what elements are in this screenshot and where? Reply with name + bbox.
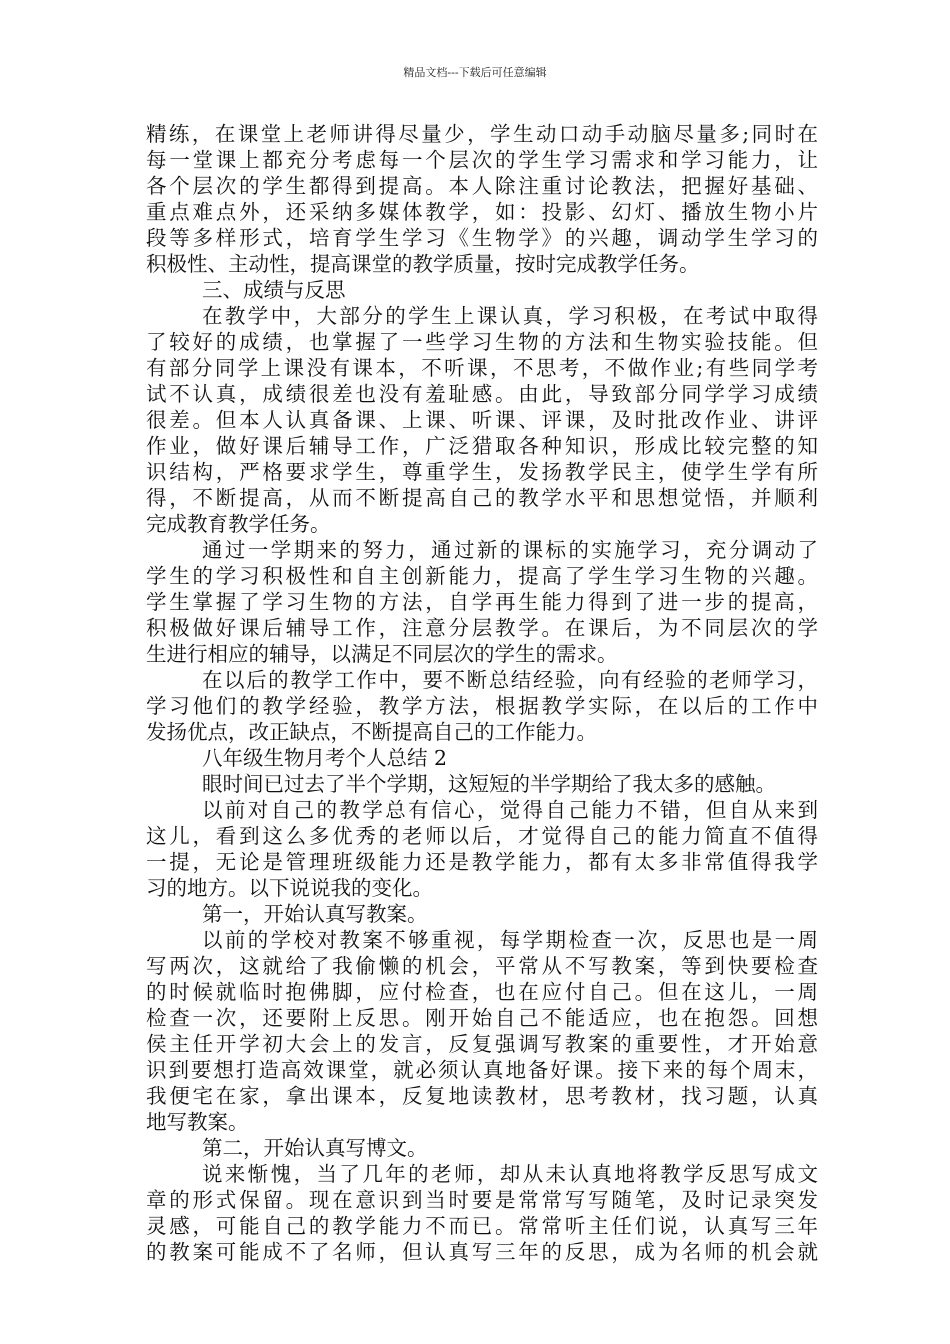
text-line: 一提，无论是管理班级能力还是教学能力，都有太多非常值得我学	[146, 850, 818, 874]
text-line: 这儿，看到这么多优秀的老师以后，才觉得自己的能力简直不值得	[146, 824, 818, 848]
text-line: 段等多样形式，培育学生学习《生物学》的兴趣，调动学生学习的	[146, 226, 818, 250]
text-line: 有部分同学上课没有课本，不听课，不思考，不做作业;有些同学考	[146, 356, 818, 380]
text-line: 八年级生物月考个人总结 2	[202, 746, 448, 770]
text-line: 精练，在课堂上老师讲得尽量少，学生动口动手动脑尽量多;同时在	[146, 122, 818, 146]
text-line: 在以后的教学工作中，要不断总结经验，向有经验的老师学习，	[202, 668, 818, 692]
text-line: 侯主任开学初大会上的发言，反复强调写教案的重要性，才开始意	[146, 1032, 818, 1056]
text-line: 的时候就临时抱佛脚，应付检查，也在应付自己。但在这儿，一周	[146, 980, 818, 1004]
text-line: 积极做好课后辅导工作，注意分层教学。在课后，为不同层次的学	[146, 616, 818, 640]
text-line: 我便宅在家，拿出课本，反复地读教材，思考教材，找习题，认真	[146, 1084, 818, 1108]
text-line: 完成教育教学任务。	[146, 512, 331, 536]
text-line: 第一，开始认真写教案。	[202, 902, 428, 926]
text-line: 识结构，严格要求学生，尊重学生，发扬教学民主，使学生学有所	[146, 460, 818, 484]
document-body	[146, 121, 818, 1265]
text-line: 很差。但本人认真备课、上课、听课、评课，及时批改作业、讲评	[146, 408, 818, 432]
text-line: 的教案可能成不了名师，但认真写三年的反思，成为名师的机会就	[146, 1240, 818, 1264]
text-line: 眼时间已过去了半个学期，这短短的半学期给了我太多的感触。	[202, 772, 776, 796]
text-line: 章的形式保留。现在意识到当时要是常常写写随笔，及时记录突发	[146, 1188, 818, 1212]
text-line: 了较好的成绩，也掌握了一些学习生物的方法和生物实验技能。但	[146, 330, 818, 354]
page-header: 精品文档---下载后可任意编辑	[403, 66, 547, 79]
text-line: 试不认真，成绩很差也没有羞耻感。由此，导致部分同学学习成绩	[146, 382, 818, 406]
text-line: 地写教案。	[146, 1110, 249, 1134]
text-line: 学习他们的教学经验，教学方法，根据教学实际，在以后的工作中	[146, 694, 818, 718]
text-line: 三、成绩与反思	[202, 278, 346, 302]
text-line: 灵感，可能自己的教学能力不而已。常常听主任们说，认真写三年	[146, 1214, 818, 1238]
text-line: 以前的学校对教案不够重视，每学期检查一次，反思也是一周	[202, 928, 818, 952]
text-line: 生进行相应的辅导，以满足不同层次的学生的需求。	[146, 642, 618, 666]
text-line: 说来惭愧，当了几年的老师，却从未认真地将教学反思写成文	[202, 1162, 818, 1186]
text-line: 积极性、主动性，提高课堂的教学质量，按时完成教学任务。	[146, 252, 700, 276]
text-line: 通过一学期来的努力，通过新的课标的实施学习，充分调动了	[202, 538, 818, 562]
text-line: 学生掌握了学习生物的方法，自学再生能力得到了进一步的提高，	[146, 590, 818, 614]
text-line: 检查一次，还要附上反思。刚开始自己不能适应，也在抱怨。回想	[146, 1006, 818, 1030]
text-line: 习的地方。以下说说我的变化。	[146, 876, 433, 900]
text-line: 识到要想打造高效课堂，就必须认真地备好课。接下来的每个周末，	[146, 1058, 818, 1082]
text-line: 各个层次的学生都得到提高。本人除注重讨论教法，把握好基础、	[146, 174, 818, 198]
text-line: 得，不断提高，从而不断提高自己的教学水平和思想觉悟，并顺利	[146, 486, 818, 510]
text-line: 在教学中，大部分的学生上课认真，学习积极，在考试中取得	[202, 304, 818, 328]
text-line: 发扬优点，改正缺点，不断提高自己的工作能力。	[146, 720, 597, 744]
text-line: 每一堂课上都充分考虑每一个层次的学生学习需求和学习能力，让	[146, 148, 818, 172]
text-line: 作业，做好课后辅导工作，广泛猎取各种知识，形成比较完整的知	[146, 434, 818, 458]
text-line: 以前对自己的教学总有信心，觉得自己能力不错，但自从来到	[202, 798, 818, 822]
text-line: 重点难点外，还采纳多媒体教学，如：投影、幻灯、播放生物小片	[146, 200, 818, 224]
text-line: 第二，开始认真写博文。	[202, 1136, 428, 1160]
text-line: 学生的学习积极性和自主创新能力，提高了学生学习生物的兴趣。	[146, 564, 818, 588]
text-line: 写两次，这就给了我偷懒的机会，平常从不写教案，等到快要检查	[146, 954, 818, 978]
